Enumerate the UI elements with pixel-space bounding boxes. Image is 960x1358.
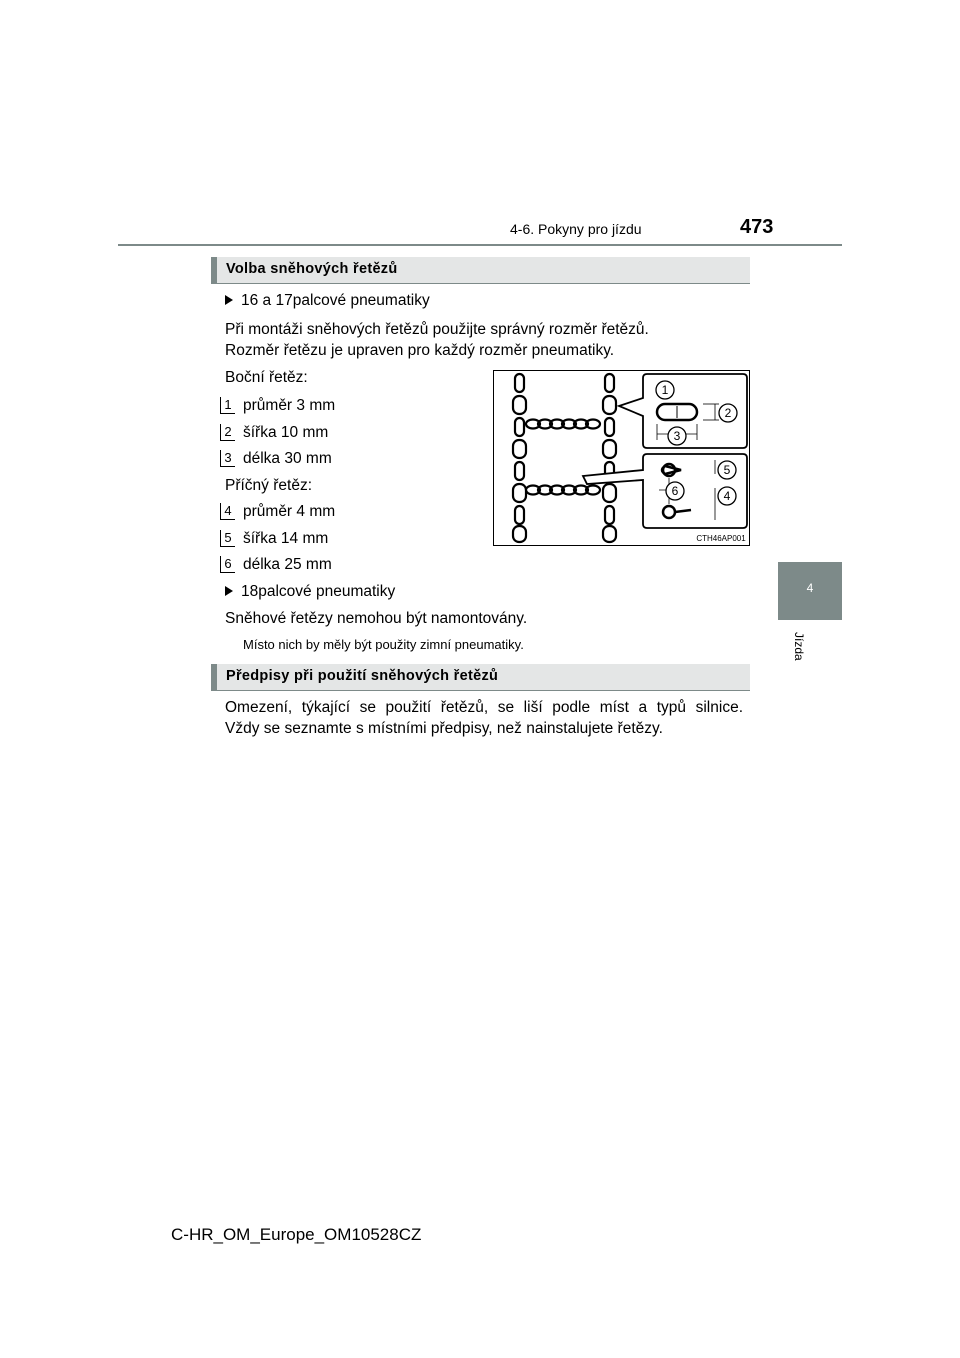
side-chain-label: Boční řetěz: bbox=[225, 369, 308, 386]
spec-item: délka 25 mm bbox=[243, 556, 332, 573]
spec-item: šířka 10 mm bbox=[243, 424, 329, 441]
paragraph-line: Rozměr řetězu je upraven pro každý rozměr pneumatiky. bbox=[225, 342, 615, 359]
spec-item: šířka 14 mm bbox=[243, 530, 329, 547]
triangle-bullet-icon bbox=[225, 295, 233, 305]
callout-label: 2 bbox=[724, 406, 732, 420]
callout-label: 4 bbox=[723, 489, 731, 503]
spec-item: průměr 3 mm bbox=[243, 397, 336, 414]
callout-label: 1 bbox=[661, 383, 669, 397]
paragraph-line: Omezení, týkající se použití řetězů, se liší podle míst a typů silnice. bbox=[225, 699, 743, 716]
document-id: C-HR_OM_Europe_OM10528CZ bbox=[171, 1225, 422, 1244]
section-heading-chain-regulations bbox=[211, 664, 750, 691]
chapter-tab: 4 bbox=[778, 562, 842, 620]
paragraph-line: Vždy se seznamte s místními předpisy, než nainstalujete řetězy. bbox=[225, 720, 663, 737]
cross-chain-label: Příčný řetěz: bbox=[225, 477, 312, 494]
callout-number: 2 bbox=[220, 424, 235, 441]
callout-number: 6 bbox=[220, 556, 235, 573]
paragraph-line: Sněhové řetězy nemohou být namontovány. bbox=[225, 610, 528, 627]
figure-code: CTH46AP001 bbox=[696, 534, 746, 543]
section-heading-text: Volba sněhových řetězů bbox=[226, 261, 398, 277]
spec-item: průměr 4 mm bbox=[243, 503, 336, 520]
note-text: Místo nich by měly být použity zimní pneumatiky. bbox=[243, 637, 524, 652]
paragraph-line: Při montáži sněhových řetězů použijte správný rozměr řetězů. bbox=[225, 321, 649, 338]
callout-number: 1 bbox=[220, 397, 235, 414]
subheading-16-17-inch bbox=[225, 291, 430, 311]
callout-label: 5 bbox=[723, 463, 731, 477]
section-heading-snow-chains bbox=[211, 257, 750, 284]
callout-label: 6 bbox=[671, 484, 679, 498]
chapter-label: Jízda bbox=[792, 632, 806, 661]
running-header-section: 4-6. Pokyny pro jízdu bbox=[510, 221, 642, 237]
subheading-18-inch bbox=[225, 582, 395, 602]
subheading-text: 16 a 17palcové pneumatiky bbox=[241, 292, 430, 309]
callout-number: 4 bbox=[220, 503, 235, 520]
callout-number: 5 bbox=[220, 530, 235, 547]
spec-item: délka 30 mm bbox=[243, 450, 332, 467]
callout-label: 3 bbox=[673, 429, 681, 443]
callout-number: 3 bbox=[220, 450, 235, 467]
triangle-bullet-icon bbox=[225, 586, 233, 596]
page-number: 473 bbox=[740, 216, 774, 238]
header-rule bbox=[118, 244, 842, 246]
section-heading-text: Předpisy při použití sněhových řetězů bbox=[226, 668, 499, 684]
snow-chain-illustration bbox=[493, 370, 750, 546]
subheading-text: 18palcové pneumatiky bbox=[241, 583, 396, 600]
